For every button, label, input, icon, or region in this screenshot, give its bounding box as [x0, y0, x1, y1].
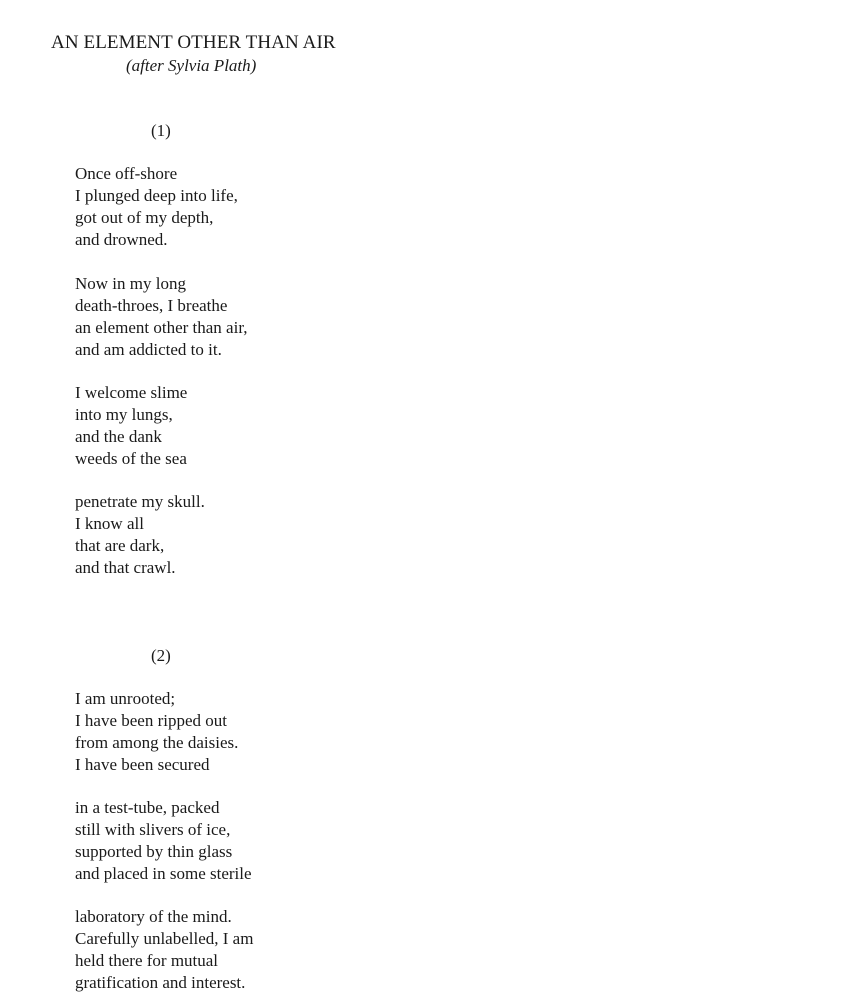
poem-line: I welcome slime	[75, 383, 188, 402]
poem-line: into my lungs,	[75, 404, 173, 424]
poem-subtitle: (after Sylvia Plath)	[126, 56, 257, 75]
poem-line: gratification and interest.	[75, 972, 246, 992]
poem-line: penetrate my skull.	[75, 492, 205, 511]
stanza-2-2	[75, 797, 252, 885]
section-number-1: (1)	[151, 121, 171, 140]
poem-line: supported by thin glass	[75, 841, 233, 861]
poem-line: and drowned.	[75, 229, 168, 249]
poem-line: still with slivers of ice,	[75, 819, 231, 839]
section-number-2: (2)	[151, 646, 171, 665]
poem-line: and am addicted to it.	[75, 339, 222, 359]
stanza-1-4	[75, 491, 205, 579]
poem-line: got out of my depth,	[75, 207, 214, 227]
poem-line: Carefully unlabelled, I am	[75, 928, 254, 948]
poem-line: I plunged deep into life,	[75, 185, 238, 205]
poem-line: an element other than air,	[75, 317, 248, 337]
poem-line: I have been secured	[75, 754, 210, 774]
poem-title: AN ELEMENT OTHER THAN AIR	[51, 32, 336, 53]
stanza-2-3	[75, 906, 253, 994]
poem-line: and placed in some sterile	[75, 863, 252, 883]
stanza-1-1	[75, 163, 238, 251]
poem-line: from among the daisies.	[75, 732, 239, 752]
poem-line: laboratory of the mind.	[75, 907, 232, 926]
stanza-2-1	[75, 688, 238, 776]
poem-line: I have been ripped out	[75, 710, 227, 730]
poem-line: death-throes, I breathe	[75, 295, 228, 315]
poem-line: Once off-shore	[75, 164, 178, 183]
poem-line: I know all	[75, 513, 144, 533]
poem-line: and that crawl.	[75, 557, 176, 577]
stanza-1-3	[75, 382, 187, 470]
poem-line: I am unrooted;	[75, 689, 176, 708]
poem-line: weeds of the sea	[75, 448, 187, 468]
stanza-1-2	[75, 273, 248, 361]
poem-line: held there for mutual	[75, 950, 219, 970]
poem-line: in a test-tube, packed	[75, 798, 220, 817]
poem-line: and the dank	[75, 426, 162, 446]
poem-line: that are dark,	[75, 535, 165, 555]
poem-line: Now in my long	[75, 274, 186, 293]
